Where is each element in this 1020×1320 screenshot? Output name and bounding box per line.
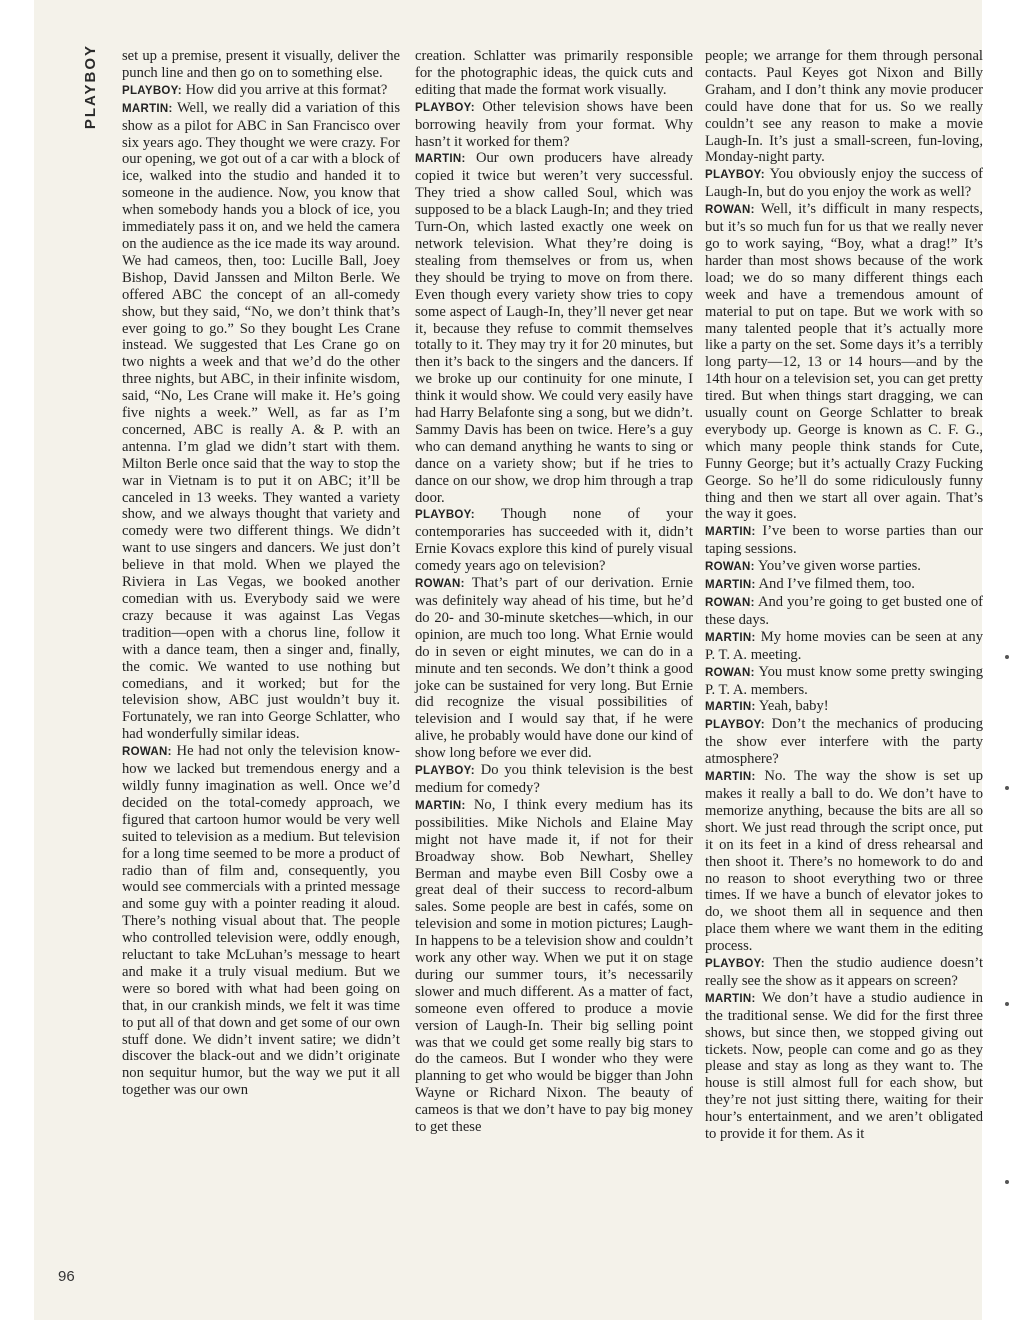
interview-paragraph bbox=[705, 201, 983, 523]
paragraph-text: And you’re going to get busted one of these days. bbox=[705, 594, 984, 628]
speaker-label: MARTIN: bbox=[705, 526, 756, 539]
text-column-1 bbox=[122, 48, 400, 1099]
speaker-label: MARTIN: bbox=[415, 153, 466, 166]
speaker-label: MARTIN: bbox=[705, 579, 756, 592]
speaker-label: PLAYBOY: bbox=[705, 169, 765, 182]
speaker-label: ROWAN: bbox=[705, 204, 755, 217]
interview-paragraph bbox=[705, 990, 983, 1143]
speaker-label: ROWAN: bbox=[705, 561, 755, 574]
paragraph-text: people; we arrange for them through personal contacts. Paul Keyes got Nixon and Billy Graham, and I don’t think any movie producer could have done that for us. So we really couldn’t see any reason to make a movie Laugh-In. It’s just a small-screen, fun-loving, Monday-night party. bbox=[705, 48, 983, 166]
interview-paragraph bbox=[122, 100, 400, 743]
interview-paragraph bbox=[705, 48, 983, 166]
magazine-page bbox=[34, 0, 982, 1320]
interview-paragraph bbox=[705, 576, 983, 594]
interview-paragraph bbox=[705, 664, 983, 699]
paragraph-text: You obviously enjoy the success of Laugh-In, but do you enjoy the work as well? bbox=[705, 166, 983, 201]
interview-paragraph bbox=[705, 523, 983, 558]
paragraph-text: Though none of your contemporaries has succeeded with it, didn’t Ernie Kovacs explore this kind of purely visual comedy years ago on television? bbox=[415, 506, 693, 575]
margin-mark bbox=[1005, 786, 1009, 790]
interview-paragraph bbox=[415, 575, 693, 762]
paragraph-text: Yeah, baby! bbox=[758, 698, 829, 715]
text-column-3 bbox=[705, 48, 983, 1143]
speaker-label: ROWAN: bbox=[122, 746, 172, 759]
paragraph-text: Well, we really did a variation of this show as a pilot for ABC in San Francisco over six years ago. They thought we were crazy. For our opening, we got out of a car with a block of ice, walked into the studio and handed it to someone in the audience. Now, you know that when somebody hands you a block of ice, you immediately pass it on, and we held the camera on the audience as the ice made its way around. We had cameos, then, too: Lucille Ball, Joey Bishop, David Janssen and Milton Berle. We offered ABC the concept of an all-comedy show, but they said, “No, we don’t think that’s ever going to go.” So they bought Les Crane instead. We suggested that Les Crane go on two nights a week and that we’d do the other three nights, but ABC, in their infinite wisdom, said, “No, Les Crane will make it. He’s going five nights a week.” Well, as far as I’m concerned, ABC is really A. & P. with an antenna. I’m glad we didn’t start with them. Milton Berle once said that the way to stop the war in Vietnam is to put it on ABC; it’ll be canceled in 13 weeks. They wanted a variety show, and we always thought that variety and comedy were two different things. We didn’t want to use singers and dancers. We just don’t believe in that mold. When we played the Riviera in Las Vegas, we booked another comedian with us. Everybody said we were crazy because it was against Las Vegas tradition—open with a chorus line, follow it with a dance team, then a singer and, finally, the comic. We wanted to use nothing but comedians, and it worked; but for the television show, ABC just wouldn’t buy it. Fortunately, we ran into George Schlatter, who had wonderfully similar ideas. bbox=[122, 99, 401, 743]
interview-paragraph bbox=[705, 166, 983, 201]
interview-paragraph bbox=[415, 506, 693, 575]
paragraph-text: set up a premise, present it visually, deliver the punch line and then go on to something else. bbox=[122, 48, 400, 81]
paragraph-text: Other television shows have been borrowing heavily from your format. Why hasn’t it worked for them? bbox=[415, 98, 694, 150]
speaker-label: MARTIN: bbox=[705, 771, 756, 784]
speaker-label: PLAYBOY: bbox=[415, 509, 475, 522]
speaker-label: ROWAN: bbox=[415, 578, 465, 591]
margin-mark bbox=[1005, 655, 1009, 659]
speaker-label: PLAYBOY: bbox=[415, 101, 475, 114]
interview-paragraph bbox=[705, 558, 983, 576]
speaker-label: MARTIN: bbox=[122, 102, 173, 115]
paragraph-text: I’ve been to worse parties than our taping sessions. bbox=[705, 523, 983, 558]
paragraph-text: Don’t the mechanics of producing the show ever interfere with the party atmosphere? bbox=[705, 716, 984, 768]
speaker-label: MARTIN: bbox=[705, 631, 756, 644]
paragraph-text: You must know some pretty swinging P. T. A. members. bbox=[705, 663, 984, 698]
paragraph-text: Then the studio audience doesn’t really see the show as it appears on screen? bbox=[705, 955, 983, 989]
interview-paragraph bbox=[705, 716, 983, 768]
paragraph-text: My home movies can be seen at any P. T. A. meeting. bbox=[705, 628, 984, 663]
margin-mark bbox=[1005, 1002, 1009, 1006]
paragraph-text: Do you think television is the best medium for comedy? bbox=[415, 762, 693, 796]
interview-paragraph bbox=[705, 768, 983, 955]
page-number: 96 bbox=[58, 1268, 75, 1285]
interview-paragraph bbox=[705, 594, 983, 629]
paragraph-text: creation. Schlatter was primarily responsible for the photographic ideas, the quick cuts and editing that made the format work visually. bbox=[415, 48, 693, 98]
speaker-label: ROWAN: bbox=[705, 666, 755, 679]
paragraph-text: No, I think every medium has its possibilities. Mike Nichols and Elaine May might not have made it, if not for their Broadway show. Bob Newhart, Shelley Berman and maybe even Bill Cosby owe a great deal of their success to record-album sales. Some people are best in cafés, some on television and some in motion pictures; Laugh-In happens to be a television show and couldn’t work any other way. When we put it on stage during our summer tours, it’s necessarily slower and much different. As a matter of fact, someone even offered to produce a movie version of Laugh-In. Their big selling point was that we could get some really big stars to do the cameos. But I wonder who they were planning to get who would be bigger than John Wayne or Richard Nixon. The beauty of cameos is that we don’t have to pay big money to get these bbox=[415, 796, 693, 1136]
paragraph-text: No. The way the show is set up makes it really a ball to do. We don’t have to memorize anything, because the bits are all so short. We just read through the script once, put it on its feet in a kind of dress rehearsal and then shoot it. There’s no homework to do and no reason to shoot everything two or three times. If we have a bunch of elevator jokes to do, we shoot them all in sequence and then place them where we want them in the editing process. bbox=[705, 768, 983, 955]
interview-paragraph bbox=[122, 48, 400, 82]
paragraph-text: You’ve given worse parties. bbox=[757, 558, 921, 575]
interview-paragraph bbox=[705, 698, 983, 716]
text-column-2 bbox=[415, 48, 693, 1136]
interview-paragraph bbox=[415, 99, 693, 151]
paragraph-text: Well, it’s difficult in many respects, but it’s so much fun for us that we really never go to work saying, “Boy, what a drag!” It’s harder than most shows because of the work load; we do so many different things each week and have a tremendous amount of material to put on tape. But we work with so many talented people that it’s actually more like a party on the set. Some days it’s a terribly long party—12, 13 or 14 hours—and by the 14th hour on a television set, you can get pretty tired. But when things start dragging, we can usually count on George Schlatter to break everybody up. George is known as C. F. G., which many people think stands for Cute, Funny George; but it’s actually Crazy Fucking George. So he’ll do some ridiculously funny thing and then we start all over again. That’s the way it goes. bbox=[705, 201, 983, 523]
speaker-label: ROWAN: bbox=[705, 597, 755, 609]
speaker-label: PLAYBOY: bbox=[705, 719, 765, 732]
speaker-label: MARTIN: bbox=[705, 992, 756, 1005]
paragraph-text: We don’t have a studio audience in the traditional sense. We did for the first three shows, but since then, we stopped giving out tickets. Now, people can come and go as they please and stay as long as they want to. The house is still almost full for each show, but they’re not just sitting there, waiting for their hour’s entertainment, and we aren’t obligated to provide it for them. As it bbox=[705, 989, 983, 1143]
interview-paragraph bbox=[122, 743, 400, 1099]
interview-paragraph bbox=[705, 629, 983, 664]
speaker-label: MARTIN: bbox=[705, 701, 756, 714]
interview-paragraph bbox=[122, 82, 400, 100]
paragraph-text: He had not only the television know-how we lacked but tremendous energy and a wildly funny imagination as well. Once we’d decided on the total-comedy approach, we figured that cartoon humor would be very well suited to television as a medium. But television for a long time seemed to be more a product of radio than of film and, consequently, you would see commercials with a printed message and some guy with a pointer reading it aloud. There’s nothing visual about that. The people who controlled television were, oddly enough, reluctant to take McLuhan’s message to heart and make it a truly visual medium. But we were so bored with what had been going on that, in our crankish minds, we felt it was time to put all of that down and get some of our own stuff done. We didn’t invent satire; we didn’t discover the black-out and we didn’t originate non sequitur humor, but the way we put it all together was our own bbox=[122, 743, 400, 1099]
paragraph-text: How did you arrive at this format? bbox=[185, 81, 388, 98]
interview-paragraph bbox=[415, 797, 693, 1136]
interview-paragraph bbox=[705, 955, 983, 990]
speaker-label: PLAYBOY: bbox=[415, 765, 475, 778]
paragraph-text: And I’ve filmed them, too. bbox=[758, 576, 915, 593]
interview-paragraph bbox=[415, 48, 693, 99]
speaker-label: MARTIN: bbox=[415, 799, 466, 812]
margin-mark bbox=[1005, 1180, 1009, 1184]
speaker-label: PLAYBOY: bbox=[705, 958, 765, 971]
masthead: PLAYBOY bbox=[82, 44, 99, 130]
paragraph-text: That’s part of our derivation. Ernie was definitely way ahead of his time, but he’d do 20- and 30-minute sketches—which, in our opinion, are much too long. What Ernie would do in seven or eight minutes, we can do in a minute and ten seconds. We don’t think a good joke can be sustained for very long. But Ernie did recognize the visual possibilities of television and I would say that, if he were alive, he probably would have done our kind of show long before we ever did. bbox=[415, 575, 694, 762]
interview-paragraph bbox=[415, 150, 693, 506]
paragraph-text: Our own producers have already copied it twice but weren’t very successful. They tried a show called Soul, which was supposed to be a black Laugh-In; and they tried Turn-On, which lasted exactly one week on network television. What they’re doing is stealing from themselves or from us, when they should be trying to move on from there. Even though every variety show tries to copy some aspect of Laugh-In, they’ll never get near it, because they refuse to commit themselves totally to it. They may try it for 20 minutes, but then it’s back to the singers and the dancers. If we broke up our continuity for one minute, I think it would show. We could very easily have had Harry Belafonte sing a song, but we didn’t. Sammy Davis has been on twice. Here’s a guy who can demand anything he wants to sing or dance on a variety show; but if he tries to dance on our show, we drop him through a trap door. bbox=[415, 150, 694, 506]
interview-paragraph bbox=[415, 762, 693, 797]
speaker-label: PLAYBOY: bbox=[122, 84, 182, 97]
